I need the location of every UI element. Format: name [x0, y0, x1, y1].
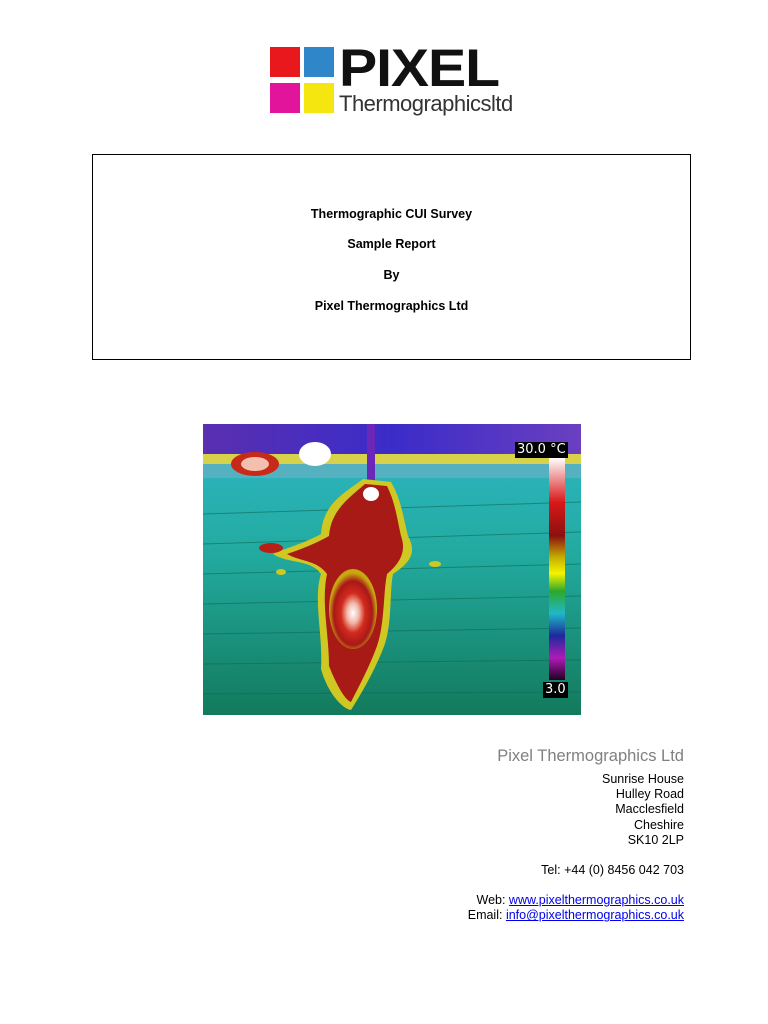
company-name: Pixel Thermographics Ltd: [497, 747, 684, 765]
address-line-2: Hulley Road: [615, 787, 684, 802]
logo-yellow-square: [304, 83, 334, 113]
address-postcode: SK10 2LP: [627, 832, 684, 847]
contact-block: [468, 745, 684, 924]
web-line: [468, 893, 684, 908]
thermal-image-graphic: [203, 424, 581, 715]
company-logo: [268, 39, 520, 120]
web-label: Web:: [476, 893, 509, 908]
logo-brand-text: PIXEL: [339, 39, 500, 98]
logo-blue-square: [304, 47, 334, 77]
report-title: Thermographic CUI Survey: [310, 207, 473, 221]
temperature-scale-max: 30.0 °C: [517, 442, 566, 457]
address-line-4: Cheshire: [633, 817, 684, 832]
email-label: Email:: [467, 908, 506, 923]
address-line-3: Macclesfield: [615, 802, 684, 817]
logo-magenta-square: [270, 83, 300, 113]
logo-subtitle-text: Thermographicsltd: [339, 91, 513, 116]
report-author: Pixel Thermographics Ltd: [314, 299, 469, 313]
temperature-scale-min: 3.0: [545, 682, 566, 697]
report-subtitle: Sample Report: [347, 237, 436, 251]
thermal-image: [203, 424, 581, 715]
website-link[interactable]: www.pixelthermographics.co.uk: [508, 893, 684, 908]
report-by: By: [383, 268, 400, 282]
email-link[interactable]: info@pixelthermographics.co.uk: [505, 908, 684, 923]
email-line: [468, 908, 684, 923]
report-title-box: [92, 154, 691, 360]
telephone: Tel: +44 (0) 8456 042 703: [541, 863, 684, 878]
logo-red-square: [270, 47, 300, 77]
address-line-1: Sunrise House: [602, 772, 684, 786]
